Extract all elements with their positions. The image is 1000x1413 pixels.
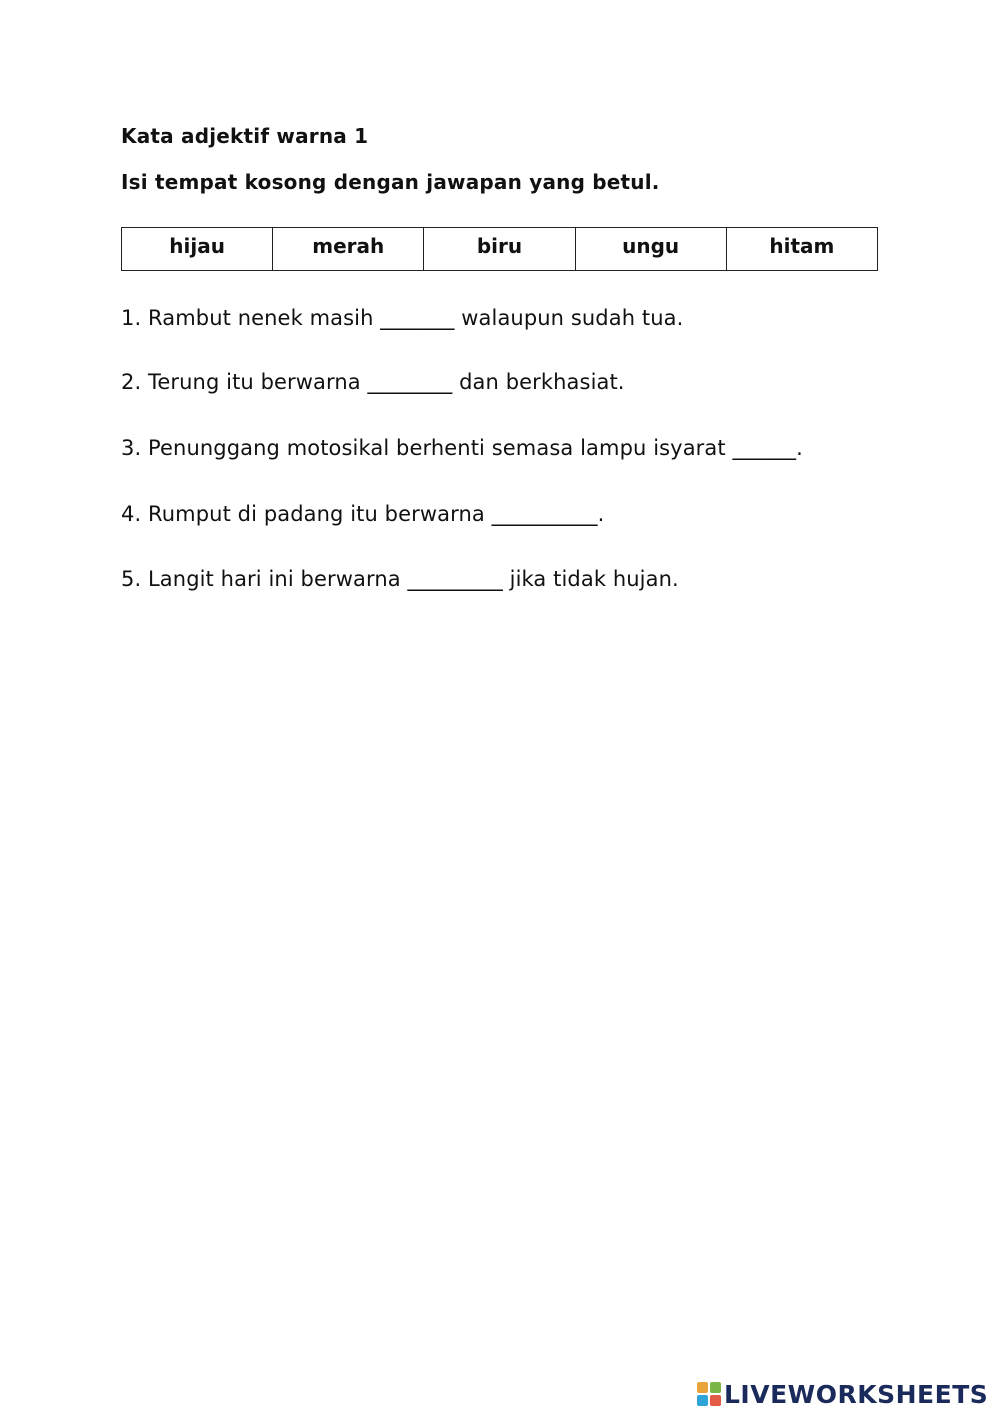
worksheet-instruction: Isi tempat kosong dengan jawapan yang betul. — [121, 170, 660, 194]
logo-square — [697, 1395, 708, 1406]
logo-square — [710, 1395, 721, 1406]
liveworksheets-logo — [697, 1378, 988, 1410]
question-5: 5. Langit hari ini berwarna _________ jika tidak hujan. — [121, 567, 679, 591]
word-bank-cell: ungu — [575, 228, 726, 271]
question-2: 2. Terung itu berwarna ________ dan berkhasiat. — [121, 370, 625, 394]
question-4: 4. Rumput di padang itu berwarna __________. — [121, 502, 605, 526]
logo-square — [697, 1382, 708, 1393]
word-bank-table — [121, 227, 878, 271]
worksheet-title: Kata adjektif warna 1 — [121, 124, 369, 148]
word-bank-row — [122, 228, 878, 271]
word-bank-cell: biru — [424, 228, 575, 271]
word-bank-cell: hijau — [122, 228, 273, 271]
question-3: 3. Penunggang motosikal berhenti semasa lampu isyarat ______. — [121, 436, 803, 460]
word-bank-cell: hitam — [726, 228, 877, 271]
question-1: 1. Rambut nenek masih _______ walaupun sudah tua. — [121, 306, 684, 330]
logo-text: LIVEWORKSHEETS — [724, 1379, 989, 1409]
logo-square — [710, 1382, 721, 1393]
logo-mark-icon — [697, 1382, 721, 1406]
word-bank-cell: merah — [273, 228, 424, 271]
